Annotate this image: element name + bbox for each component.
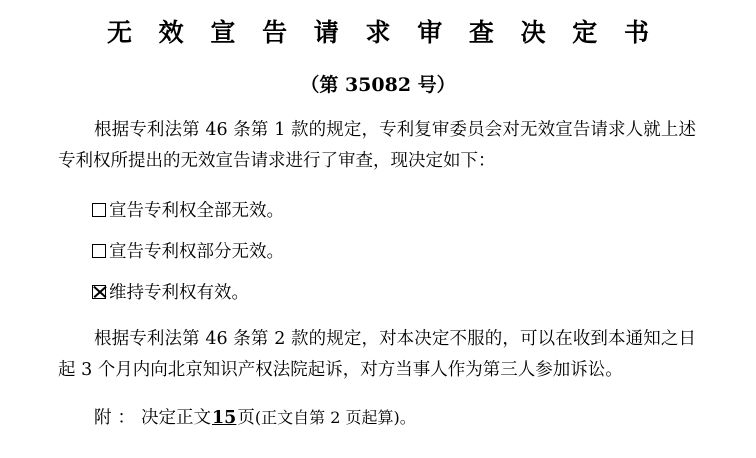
option-row-maintain-valid[interactable] (40, 279, 716, 307)
checkbox-unchecked-icon[interactable] (92, 203, 106, 217)
option-label-maintain-valid: 维持专利权有效。 (109, 283, 249, 304)
attachment-note: (正文自第 2 页起算)。 (254, 408, 416, 428)
attachment-text-before: 决定正文 (141, 408, 211, 429)
attachment-label: 附： (94, 408, 141, 429)
option-row-invalid-partial[interactable] (40, 238, 716, 266)
option-label-invalid-all: 宣告专利权全部无效。 (109, 201, 284, 222)
option-label-invalid-partial: 宣告专利权部分无效。 (109, 242, 284, 263)
attachment-text-after: 页 (237, 408, 255, 429)
checkbox-unchecked-icon[interactable] (92, 244, 106, 258)
decision-number: （第 35082 号） (300, 74, 456, 96)
paragraph-appeal-notice: 根据专利法第 46 条第 2 款的规定，对本决定不服的，可以在收到本通知之日起 3 个月内向北京知识产权法院起诉，对方当事人作为第三人参加诉讼。 (58, 329, 696, 381)
attachment-line (40, 404, 716, 432)
paragraph-review-basis: 根据专利法第 46 条第 1 款的规定，专利复审委员会对无效宣告请求人就上述专利权所提出的无效宣告请求进行了审查，现决定如下： (58, 119, 696, 171)
page-title: 无 效 宣 告 请 求 审 查 决 定 书 (106, 18, 659, 47)
option-row-invalid-all[interactable] (40, 197, 716, 225)
attachment-page-count: 15 (212, 408, 237, 429)
document-page (0, 18, 756, 458)
checkbox-checked-icon[interactable] (92, 285, 106, 299)
